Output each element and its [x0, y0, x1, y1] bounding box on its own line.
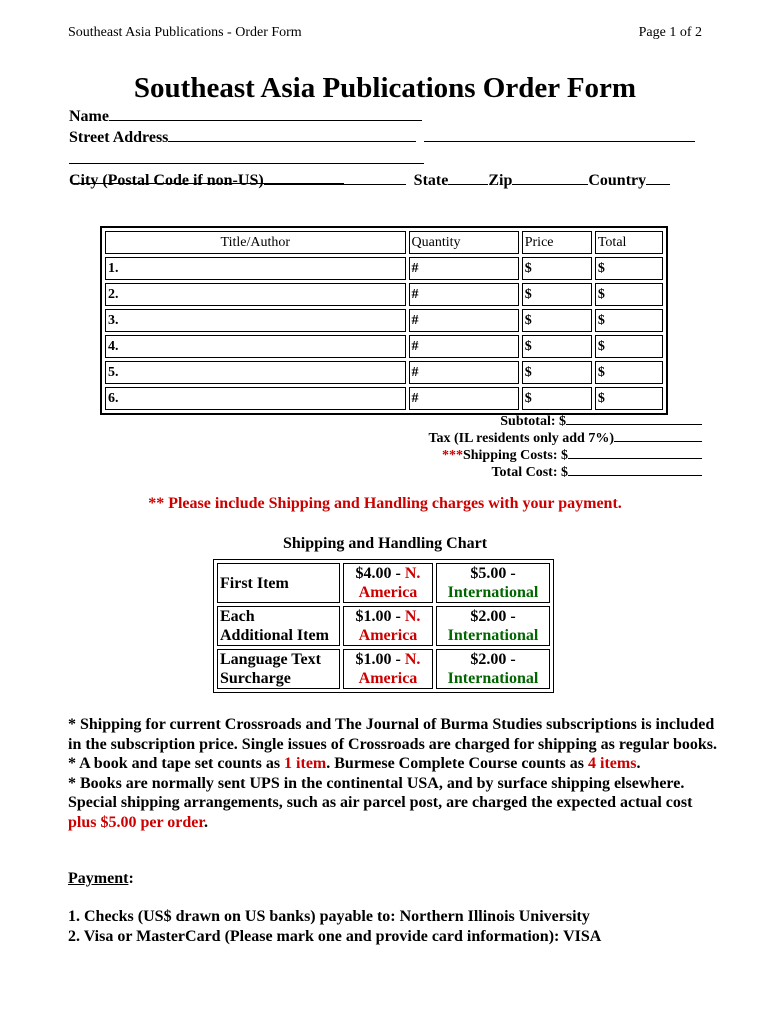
col-price: Price [522, 231, 592, 254]
state-label: State [413, 172, 449, 189]
na-region: America [358, 670, 418, 687]
row-label [217, 649, 340, 689]
title-cell[interactable]: 4. [105, 335, 406, 358]
intl-rate [436, 606, 550, 646]
intl-price: $2.00 - [470, 608, 516, 625]
shipping-chart-title: Shipping and Handling Chart [282, 535, 488, 552]
table-row [105, 283, 663, 306]
name-label: Name [69, 108, 109, 125]
title-cell[interactable]: 6. [105, 387, 406, 410]
row-label-line1: First Item [220, 574, 289, 592]
country-label: Country [588, 172, 647, 189]
page-header-title: Southeast Asia Publications - Order Form [68, 25, 302, 40]
intl-region: International [447, 670, 539, 687]
order-table-header [105, 231, 663, 254]
subtotal-field[interactable] [566, 410, 702, 425]
title-cell[interactable]: 1. [105, 257, 406, 280]
quantity-cell[interactable]: # [409, 283, 519, 306]
total-field[interactable] [568, 461, 702, 476]
subtotal-label: Subtotal: $ [500, 414, 566, 429]
na-abbrev: N. [404, 608, 421, 625]
title-cell[interactable]: 2. [105, 283, 406, 306]
row-label [217, 563, 340, 603]
intl-region: International [447, 627, 539, 644]
na-rate [343, 649, 433, 689]
row-label-line2: Additional Item [220, 627, 329, 644]
table-row [217, 649, 550, 689]
intl-price: $5.00 - [470, 565, 516, 582]
col-quantity: Quantity [409, 231, 519, 254]
payment-heading [68, 870, 134, 888]
note-text: * Books are normally sent UPS in the continental USA, and by surface shipping elsewhere. Special shipping arrangements, such as air parcel post, are charged the expected actual cost [68, 774, 693, 811]
intl-rate [436, 563, 550, 603]
price-cell[interactable]: $ [522, 309, 592, 332]
city-field[interactable] [264, 170, 406, 185]
table-row [217, 563, 550, 603]
total-cell[interactable]: $ [595, 257, 663, 280]
na-price: $4.00 - [355, 565, 405, 582]
note-highlight: plus $5.00 per order [68, 813, 205, 831]
na-price: $1.00 - [355, 608, 405, 625]
row-label [217, 606, 340, 646]
na-rate [343, 563, 433, 603]
quantity-cell[interactable]: # [409, 387, 519, 410]
payment-heading-text: Payment [68, 870, 129, 887]
total-row [300, 461, 702, 481]
shipping-chart [213, 559, 554, 693]
price-cell[interactable]: $ [522, 257, 592, 280]
page-number: Page 1 of 2 [638, 25, 702, 40]
tax-field[interactable] [614, 427, 702, 442]
note-subscriptions: * Shipping for current Crossroads and The Journal of Burma Studies subscriptions is included in the subscription price. Single issues of Crossroads are charged for shipping as regular books. [68, 716, 717, 753]
table-row [217, 606, 550, 646]
street-field[interactable] [168, 127, 416, 142]
table-row [105, 361, 663, 384]
shipping-stars: *** [441, 448, 463, 463]
order-table [100, 226, 668, 415]
city-row [69, 170, 702, 190]
payment-option-card: 2. Visa or MasterCard (Please mark one and provide card information): VISA [68, 928, 602, 945]
form-title: Southeast Asia Publications Order Form [133, 72, 637, 104]
row-label-line1: Language Text [220, 651, 321, 668]
intl-rate [436, 649, 550, 689]
intl-price: $2.00 - [470, 651, 516, 668]
street-label: Street Address [69, 129, 169, 146]
note-text: . [636, 755, 641, 772]
table-row [105, 335, 663, 358]
title-cell[interactable]: 5. [105, 361, 406, 384]
payment-notice: ** Please include Shipping and Handling charges with your payment. [148, 495, 622, 512]
table-row [105, 387, 663, 410]
street-field-2[interactable] [424, 127, 695, 142]
total-cell[interactable]: $ [595, 283, 663, 306]
table-row [105, 257, 663, 280]
na-region: America [358, 627, 418, 644]
na-abbrev: N. [404, 651, 421, 668]
name-row [69, 106, 702, 126]
city-label: City (Postal Code if non-US) [69, 172, 264, 189]
note-text: * A book and tape set counts as [68, 755, 285, 772]
na-price: $1.00 - [355, 651, 405, 668]
payment-option-check: 1. Checks (US$ drawn on US banks) payable to: Northern Illinois University [68, 908, 590, 925]
price-cell[interactable]: $ [522, 361, 592, 384]
shipping-label: Shipping Costs: $ [462, 448, 568, 463]
address-line-field[interactable] [69, 149, 424, 164]
country-field[interactable] [646, 170, 670, 185]
title-cell[interactable]: 3. [105, 309, 406, 332]
note-highlight: 1 item [284, 755, 327, 772]
total-label: Total Cost: $ [491, 465, 568, 480]
na-region: America [358, 584, 418, 601]
note-highlight: 4 items [588, 755, 637, 772]
quantity-cell[interactable]: # [409, 309, 519, 332]
tax-label: Tax (IL residents only add 7%) [428, 431, 614, 446]
na-abbrev: N. [404, 565, 421, 582]
total-cell[interactable]: $ [595, 361, 663, 384]
total-cell[interactable]: $ [595, 309, 663, 332]
quantity-cell[interactable]: # [409, 335, 519, 358]
row-label-line2: Surcharge [220, 670, 291, 687]
total-cell[interactable]: $ [595, 335, 663, 358]
note-shipping-method [68, 774, 718, 833]
note-book-counts [68, 754, 718, 774]
zip-label: Zip [488, 172, 513, 189]
note-text: . [204, 813, 209, 831]
total-cell[interactable]: $ [595, 387, 663, 410]
na-rate [343, 606, 433, 646]
col-title-author: Title/Author [105, 231, 406, 254]
table-row [105, 309, 663, 332]
shipping-field[interactable] [568, 444, 702, 459]
name-field[interactable] [109, 106, 422, 121]
payment-heading-colon: : [128, 870, 134, 887]
shipping-notes [68, 715, 718, 832]
note-text: . Burmese Complete Course counts as [326, 755, 588, 772]
street-row [69, 127, 702, 147]
quantity-cell[interactable]: # [409, 361, 519, 384]
price-cell[interactable]: $ [522, 387, 592, 410]
quantity-cell[interactable]: # [409, 257, 519, 280]
price-cell[interactable]: $ [522, 283, 592, 306]
intl-region: International [447, 584, 539, 601]
state-field[interactable] [448, 170, 488, 185]
zip-field[interactable] [512, 170, 588, 185]
price-cell[interactable]: $ [522, 335, 592, 358]
row-label-line1: Each [220, 608, 255, 625]
col-total: Total [595, 231, 663, 254]
